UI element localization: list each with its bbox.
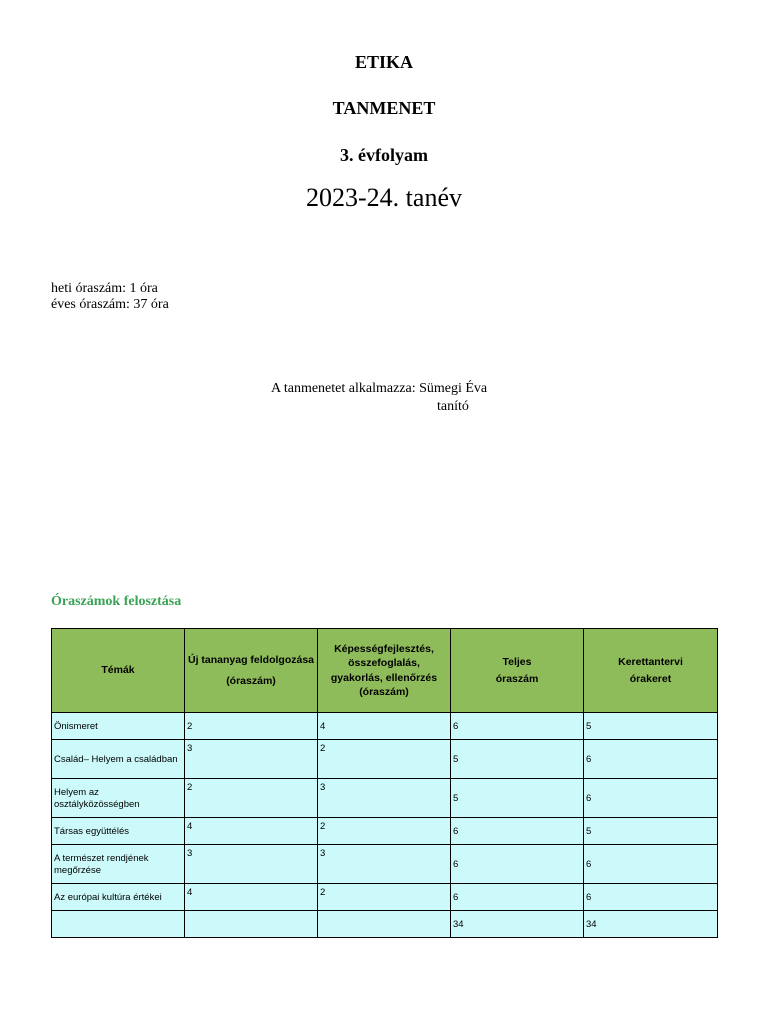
table-cell: 6 (451, 818, 584, 845)
header-skill-development (318, 629, 451, 713)
table-cell: 4 (318, 713, 451, 740)
header-line: Új tananyag feldolgozása (187, 653, 315, 666)
header-new-material (185, 629, 318, 713)
table-cell: 6 (584, 740, 718, 779)
table-cell: 5 (451, 740, 584, 779)
header-total-hours (451, 629, 584, 713)
table-cell: 5 (584, 713, 718, 740)
header-line: Témák (101, 664, 135, 677)
table-cell: Helyem az osztályközösségben (52, 779, 185, 818)
table-row (52, 818, 718, 845)
yearly-hours: éves óraszám: 37 óra (51, 297, 169, 312)
applied-by-line: A tanmenetet alkalmazza: Sümegi Éva (271, 381, 488, 396)
table-cell: 3 (185, 845, 318, 884)
table-cell: 6 (451, 845, 584, 884)
table-cell: A természet rendjének megőrzése (52, 845, 185, 884)
table-cell: 2 (318, 740, 451, 779)
framework-hours-sum: 34 (584, 911, 718, 938)
table-row (52, 740, 718, 779)
table-cell: 2 (318, 884, 451, 911)
table-cell: Önismeret (52, 713, 185, 740)
table-cell (318, 911, 451, 938)
table-row (52, 884, 718, 911)
grade-level: 3. évfolyam (340, 145, 428, 165)
section-title: Óraszámok felosztása (51, 594, 182, 609)
table-cell (52, 911, 185, 938)
table-cell: 5 (584, 818, 718, 845)
table-cell: Az európai kultúra értékei (52, 884, 185, 911)
header-line: óraszám (495, 672, 539, 685)
header-line: (óraszám) (226, 675, 276, 687)
header-line: Képességfejlesztés, összefoglalás, (334, 643, 434, 670)
teacher-role: tanító (437, 399, 469, 414)
school-year: 2023-24. tanév (306, 183, 462, 212)
subject-title: ETIKA (354, 52, 414, 72)
header-framework-hours (584, 629, 718, 713)
table-cell: 3 (318, 779, 451, 818)
table-cell: 4 (185, 818, 318, 845)
header-line: gyakorlás, ellenőrzés (330, 671, 438, 684)
table-cell: 2 (185, 779, 318, 818)
header-line: (óraszám) (359, 685, 409, 698)
table-cell: 6 (451, 884, 584, 911)
table-cell: 6 (584, 884, 718, 911)
table-cell: 6 (584, 845, 718, 884)
table-cell: 2 (185, 713, 318, 740)
table-cell: Társas együttélés (52, 818, 185, 845)
total-hours-sum: 34 (451, 911, 584, 938)
table-cell: 6 (584, 779, 718, 818)
table-cell: 6 (451, 713, 584, 740)
document-type: TANMENET (332, 98, 436, 118)
table-row (52, 779, 718, 818)
table-row (52, 845, 718, 884)
header-line: órakeret (629, 672, 672, 685)
weekly-hours: heti óraszám: 1 óra (51, 281, 158, 296)
table-cell: 2 (318, 818, 451, 845)
header-topics (52, 629, 185, 713)
header-line: Kerettantervi (618, 656, 683, 669)
table-header-row (52, 629, 718, 713)
header-line: Teljes (502, 656, 532, 669)
table-cell: Család– Helyem a családban (52, 740, 185, 779)
table-cell: 3 (185, 740, 318, 779)
table-cell (185, 911, 318, 938)
table-row-total (52, 911, 718, 938)
table-cell: 5 (451, 779, 584, 818)
table-row (52, 713, 718, 740)
hours-distribution-table (51, 628, 718, 938)
table-cell: 3 (318, 845, 451, 884)
table-cell: 4 (185, 884, 318, 911)
